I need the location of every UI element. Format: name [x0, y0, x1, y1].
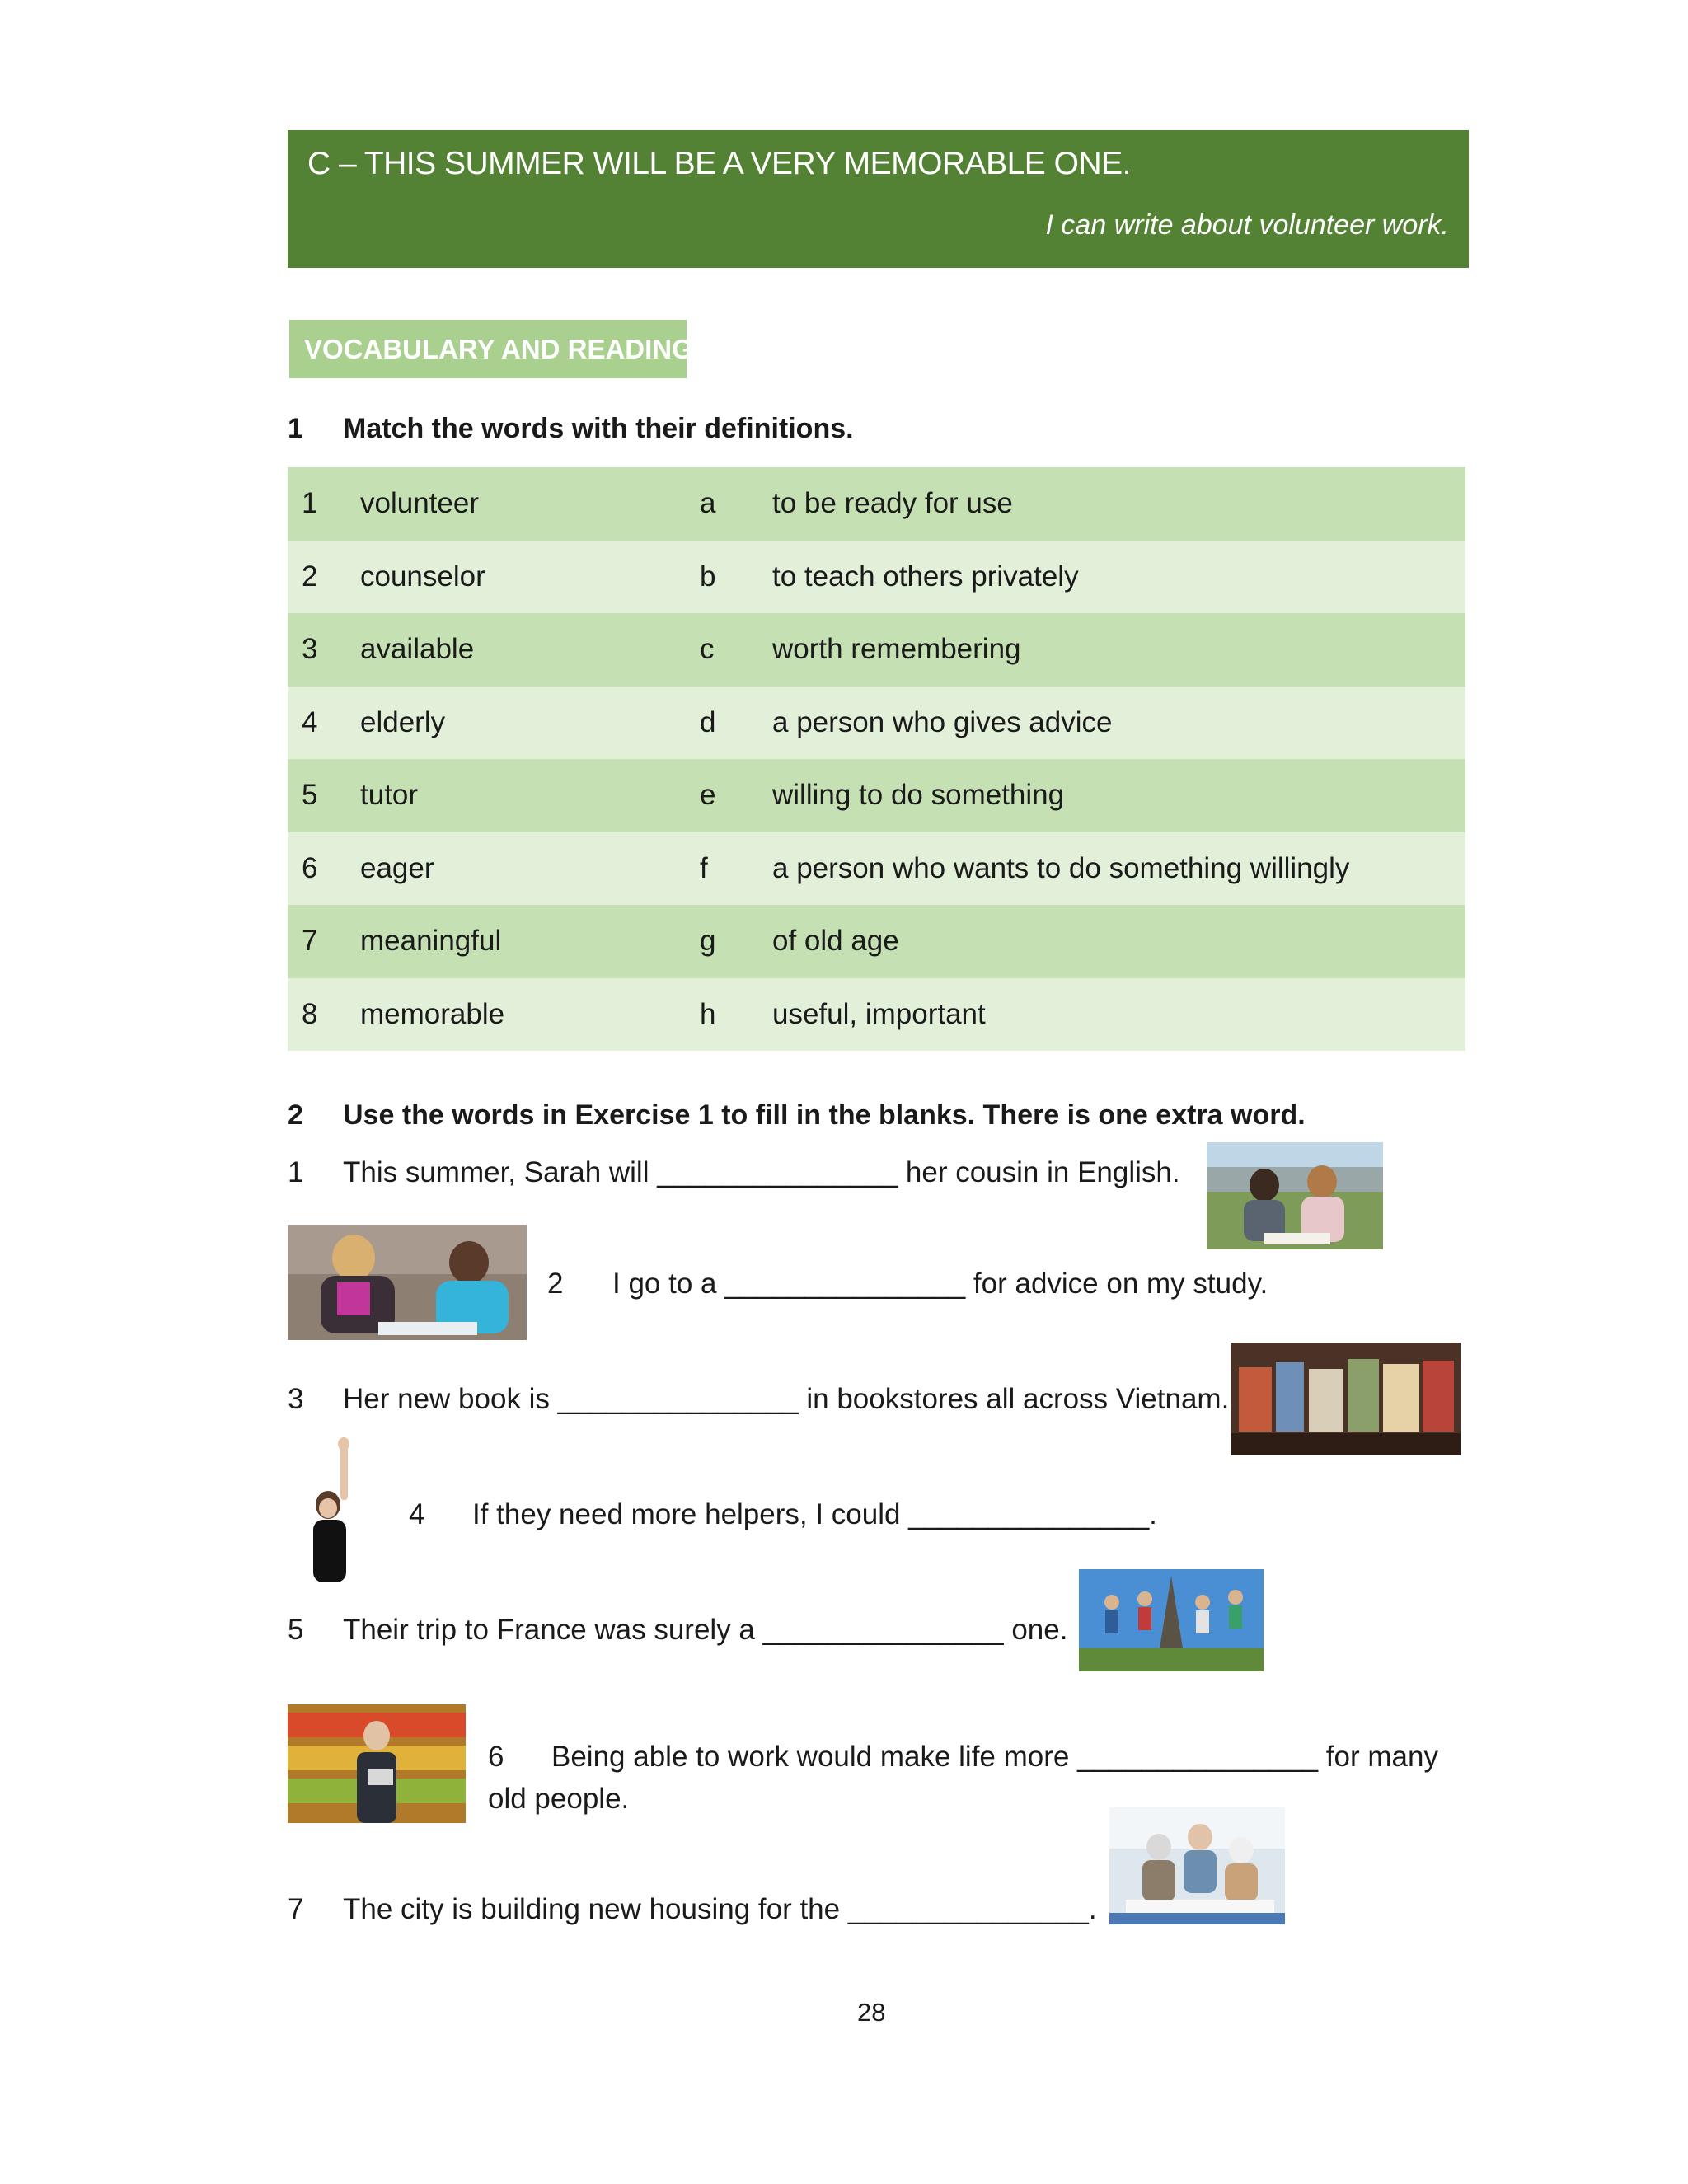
item-number: 7	[288, 1893, 304, 1925]
item-number: 3	[288, 1383, 304, 1415]
matching-table	[288, 467, 1465, 1051]
table-row	[288, 832, 1465, 906]
item-sentence: Her new book is _______________ in bookstores all across Vietnam.	[343, 1383, 1230, 1415]
item-sentence: This summer, Sarah will _______________ her cousin in English.	[343, 1156, 1180, 1188]
item-number: 6	[488, 1741, 504, 1773]
row-number: 1	[302, 487, 318, 519]
item-number: 4	[409, 1498, 425, 1530]
row-number: 6	[302, 851, 318, 884]
item-number: 2	[547, 1268, 564, 1300]
row-definition: a person who gives advice	[772, 705, 1113, 738]
row-number: 2	[302, 560, 318, 593]
item-sentence: Their trip to France was surely a _______________ one.	[343, 1614, 1068, 1646]
fill-in-item-7	[288, 1889, 1097, 1931]
tutoring-photo	[1207, 1142, 1383, 1249]
row-definition: worth remembering	[772, 633, 1021, 665]
row-letter: b	[700, 560, 716, 593]
item-sentence: I go to a _______________ for advice on my study.	[612, 1268, 1268, 1300]
row-word: eager	[360, 851, 434, 884]
page-number: 28	[857, 1998, 886, 2027]
table-row	[288, 467, 1465, 541]
item-sentence: If they need more helpers, I could _______________.	[472, 1498, 1157, 1530]
row-word: counselor	[360, 560, 485, 593]
grocery-worker-photo	[288, 1704, 466, 1823]
row-word: volunteer	[360, 487, 479, 519]
fill-in-item-6	[488, 1736, 1438, 1779]
row-letter: g	[700, 925, 716, 957]
row-letter: f	[700, 851, 708, 884]
row-number: 4	[302, 705, 318, 738]
exercise-1-number: 1	[288, 413, 303, 444]
section-heading: VOCABULARY AND READING	[289, 320, 687, 378]
fill-in-item-1	[288, 1152, 1180, 1194]
row-letter: c	[700, 633, 715, 665]
exercise-2-number: 2	[288, 1099, 303, 1131]
bookshelf-photo	[1231, 1343, 1461, 1455]
row-word: available	[360, 633, 475, 665]
row-number: 7	[302, 925, 318, 957]
row-letter: e	[700, 779, 716, 811]
row-word: memorable	[360, 997, 505, 1030]
exercise-1-instruction: Match the words with their definitions.	[343, 413, 854, 444]
row-letter: a	[700, 487, 716, 519]
fill-in-item-4	[409, 1494, 1157, 1536]
table-row	[288, 613, 1465, 687]
row-definition: useful, important	[772, 997, 986, 1030]
raised-hand-photo	[303, 1437, 368, 1584]
eiffel-tower-photo	[1079, 1569, 1264, 1671]
row-number: 5	[302, 779, 318, 811]
table-row	[288, 759, 1465, 832]
row-word: tutor	[360, 779, 419, 811]
row-letter: d	[700, 705, 716, 738]
fill-in-item-3	[288, 1379, 1229, 1421]
lesson-banner	[288, 130, 1469, 268]
item-number: 5	[288, 1614, 304, 1646]
row-definition: willing to do something	[772, 779, 1065, 811]
exercise-2-instruction: Use the words in Exercise 1 to fill in the blanks. There is one extra word.	[343, 1099, 1306, 1131]
exercise-1-heading	[288, 412, 854, 446]
fill-in-item-2	[547, 1263, 1268, 1305]
table-row	[288, 541, 1465, 614]
fill-in-item-5	[288, 1610, 1067, 1652]
lesson-objective: I can write about volunteer work.	[1045, 209, 1449, 241]
lesson-title: C – THIS SUMMER WILL BE A VERY MEMORABLE ONE.	[307, 146, 1132, 181]
row-definition: to be ready for use	[772, 487, 1013, 519]
row-definition: a person who wants to do something willingly	[772, 851, 1350, 884]
row-number: 3	[302, 633, 318, 665]
exercise-2-heading	[288, 1099, 1306, 1132]
item-sentence: Being able to work would make life more _______________ for many	[551, 1741, 1438, 1773]
item-number: 1	[288, 1156, 304, 1188]
row-number: 8	[302, 997, 318, 1030]
item-sentence: The city is building new housing for the _______________.	[343, 1893, 1097, 1925]
table-row	[288, 978, 1465, 1052]
row-definition: to teach others privately	[772, 560, 1079, 593]
row-letter: h	[700, 997, 716, 1030]
fill-in-item-6-continued	[488, 1779, 629, 1821]
row-word: elderly	[360, 705, 446, 738]
item-sentence-continued: old people.	[488, 1783, 630, 1815]
row-definition: of old age	[772, 925, 899, 957]
counseling-photo	[288, 1225, 527, 1340]
elderly-group-photo	[1109, 1807, 1285, 1924]
table-row	[288, 905, 1465, 978]
row-word: meaningful	[360, 925, 502, 957]
table-row	[288, 687, 1465, 760]
